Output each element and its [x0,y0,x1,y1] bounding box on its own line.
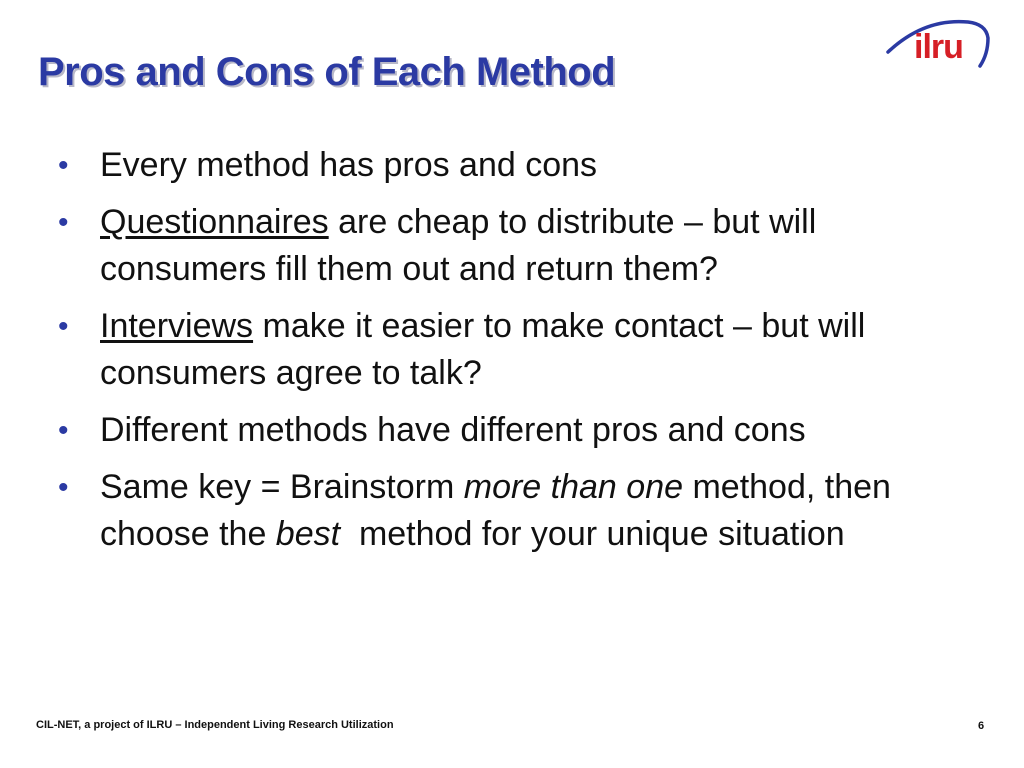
bullet-item [58,199,958,293]
bullet-marker: • [58,471,69,504]
bullet-text: method for your unique situation [340,515,845,553]
bullet-text: are cheap to distribute – but will consumers fill them out and return them? [100,203,817,288]
emphasis-best: best [275,515,341,553]
footer-credit: CIL-NET, a project of ILRU – Independent Living Research Utilization [36,719,394,731]
page-number: 6 [978,720,985,732]
questionnaires-term: Questionnaires [100,203,329,241]
emphasis-more-than-one: more than one [463,468,684,506]
bullet-marker: • [58,149,69,182]
bullet-text: make it easier to make contact – but will consumers agree to talk? [100,307,866,392]
bullet-item [58,303,958,397]
bullet-text: Different methods have different pros and cons [100,411,806,449]
bullet-marker: • [58,414,69,447]
bullet-item [58,464,958,558]
bullet-text: Every method has pros and cons [100,146,598,184]
bullet-text: Same key = Brainstorm [100,468,464,506]
bullet-item [58,407,958,454]
bullet-list [58,142,958,568]
logo-text: ilru [914,28,963,66]
interviews-term: Interviews [100,307,254,345]
bullet-item [58,142,958,189]
slide-title: Pros and Cons of Each Method [38,50,616,94]
ilru-logo [884,14,994,76]
bullet-marker: • [58,206,69,239]
bullet-marker: • [58,310,69,343]
bullet-text: method, then choose the [100,468,891,553]
